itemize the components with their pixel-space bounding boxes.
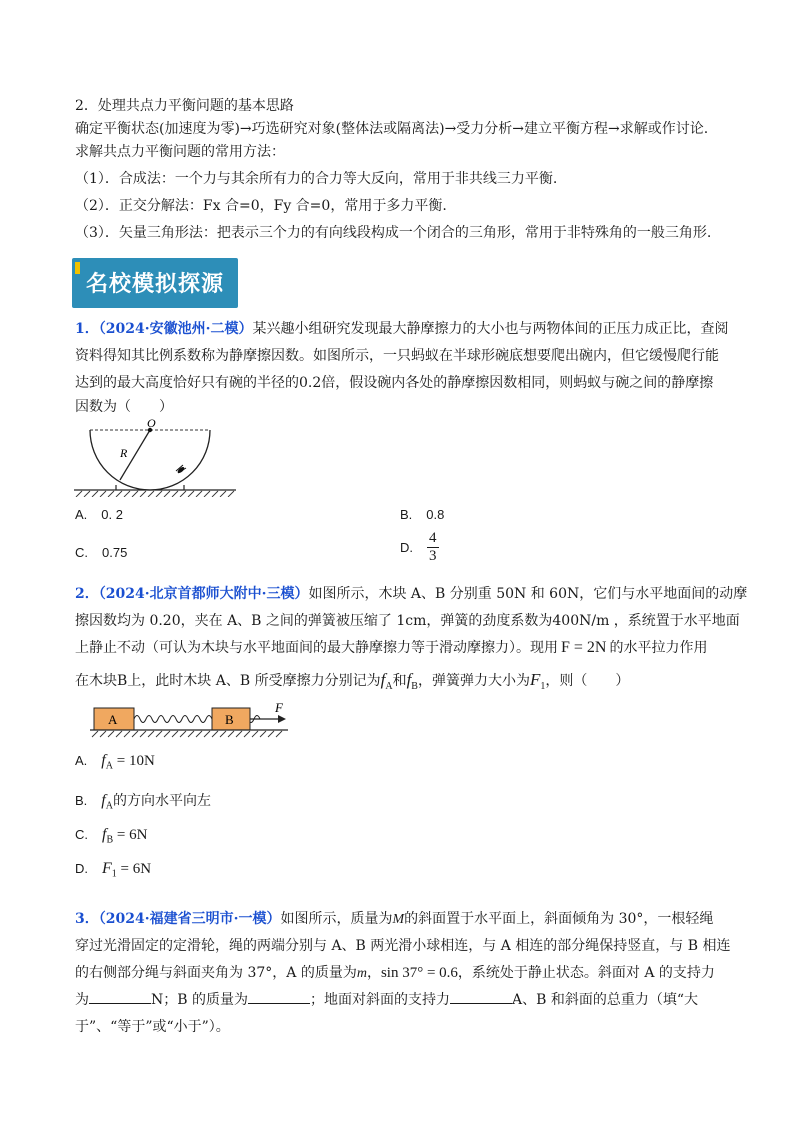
q2-option-d[interactable]: D. $F_1 = 6N$	[75, 860, 152, 880]
label-O: O	[147, 416, 156, 430]
q1-line-2: 资料得知其比例系数称为静摩擦因数。如图所示，一只蚂蚁在半球形碗底想要爬出碗内，但它缓慢爬行能	[75, 348, 719, 364]
q1-option-b[interactable]: B. 0.8	[400, 507, 445, 522]
q1-option-a[interactable]: A. 0. 2	[75, 507, 123, 522]
q2-line-1	[75, 583, 747, 605]
q2-line-3: 上静止不动（可认为木块与水平地面间的最大静摩擦力等于滑动摩擦力）。现用 F = 2N 的水平拉力作用	[75, 639, 708, 656]
q3-line-2: 穿过光滑固定的定滑轮，绳的两端分别与 A、B 两光滑小球相连，与 A 相连的部分绳保持竖直，与 B 相连	[75, 938, 731, 954]
fraction-4-3: $\frac{4}{3}$	[429, 530, 437, 564]
floor-hatch	[92, 731, 282, 737]
sin-37-value: sin 37° = 0.6	[380, 965, 458, 981]
block-B-label: B	[225, 712, 234, 727]
method-1: （1）．合成法：一个力与其余所有力的合力等大反向，常用于非共线三力平衡.	[75, 171, 558, 187]
section-banner	[72, 258, 238, 308]
bowl-arc	[90, 430, 210, 490]
q3-line-5: 于”、“等于”或“小于”）。	[75, 1019, 230, 1035]
q1-option-d[interactable]: D. $\frac{4}{3}$	[400, 530, 437, 564]
q1-line-1	[75, 318, 728, 340]
methods-title: 求解共点力平衡问题的常用方法：	[75, 144, 285, 160]
q2-text-1: 如图所示，木块 A、B 分别重 50N 和 60N，它们与水平地面间的动摩	[308, 586, 748, 602]
q1-option-c[interactable]: C. 0.75	[75, 545, 128, 560]
answer-blank-1[interactable]	[89, 989, 151, 1004]
q2-source: （2024·北京首都师大附中·三模）	[98, 586, 309, 602]
banner-title: 名校模拟探源	[85, 272, 224, 297]
q2-option-a[interactable]: A. $f_A = 10N$	[75, 752, 155, 772]
ground-hatch	[76, 491, 234, 497]
label-R: R	[120, 446, 128, 460]
q2-number: 2．	[75, 586, 99, 602]
q3-line-3: 的右侧部分绳与斜面夹角为 37°，A 的质量为m，sin 37° = 0.6，系统处于静止状态。斜面对 A 的支持力	[75, 965, 715, 981]
arrow-head-icon	[278, 715, 286, 723]
q2-option-c[interactable]: C. $f_B = 6N$	[75, 826, 148, 846]
q2-line-2: 擦因数均为 0.20，夹在 A、B 之间的弹簧被压缩了 1cm，弹簧的劲度系数为400N/m ，系统置于水平地面	[75, 613, 740, 629]
q2-line-4: 在木块B上，此时木块 A、B 所受摩擦力分别记为$f_A$和$f_B$，弹簧弹力大小为$F_1$，则（ ）	[75, 670, 630, 692]
answer-blank-3[interactable]	[450, 989, 512, 1004]
q1-text-1: 某兴趣小组研究发现最大静摩擦力的大小也与两物体间的正压力成正比，查阅	[252, 321, 729, 337]
q1-number: 1．	[75, 321, 99, 337]
method-2: （2）．正交分解法：Fx 合=0，Fy 合=0，常用于多力平衡.	[75, 198, 447, 214]
method-3: （3）．矢量三角形法：把表示三个力的有向线段构成一个闭合的三角形，常用于非特殊角的一般三角形.	[75, 225, 712, 241]
blocks-spring-figure	[88, 700, 298, 744]
q3-number: 3．	[75, 911, 99, 927]
answer-blank-2[interactable]	[248, 989, 310, 1004]
q2-option-b[interactable]: B. $f_A$的方向水平向左	[75, 792, 211, 812]
section-heading: 2．处理共点力平衡问题的基本思路	[75, 98, 294, 114]
force-label-F: F	[275, 700, 283, 715]
q3-line-1: 3．（2024·福建省三明市·一模）如图所示，质量为M的斜面置于水平面上，斜面倾角为 30°，一根轻绳	[75, 911, 714, 927]
q3-line-4: 为 N；B 的质量为 ；地面对斜面的支持力 A、B 和斜面的总重力（填“大	[75, 989, 698, 1011]
force-F-value: F = 2N	[561, 639, 607, 656]
flow-text: 确定平衡状态(加速度为零)→巧选研究对象(整体法或隔离法)→受力分析→建立平衡方程→求解或作讨论.	[75, 121, 709, 137]
q3-source: （2024·福建省三明市·一模）	[98, 911, 281, 927]
block-A-label: A	[108, 712, 118, 727]
q1-line-4: 因数为（ ）	[75, 399, 173, 415]
q1-source: （2024·安徽池州·二模）	[98, 321, 253, 337]
ant-icon	[176, 465, 186, 474]
q1-line-3: 达到的最大高度恰好只有碗的半径的0.2倍，假设碗内各处的静摩擦因数相同，则蚂蚁与碗之间的静摩擦	[75, 375, 714, 391]
bowl-figure	[70, 415, 240, 497]
